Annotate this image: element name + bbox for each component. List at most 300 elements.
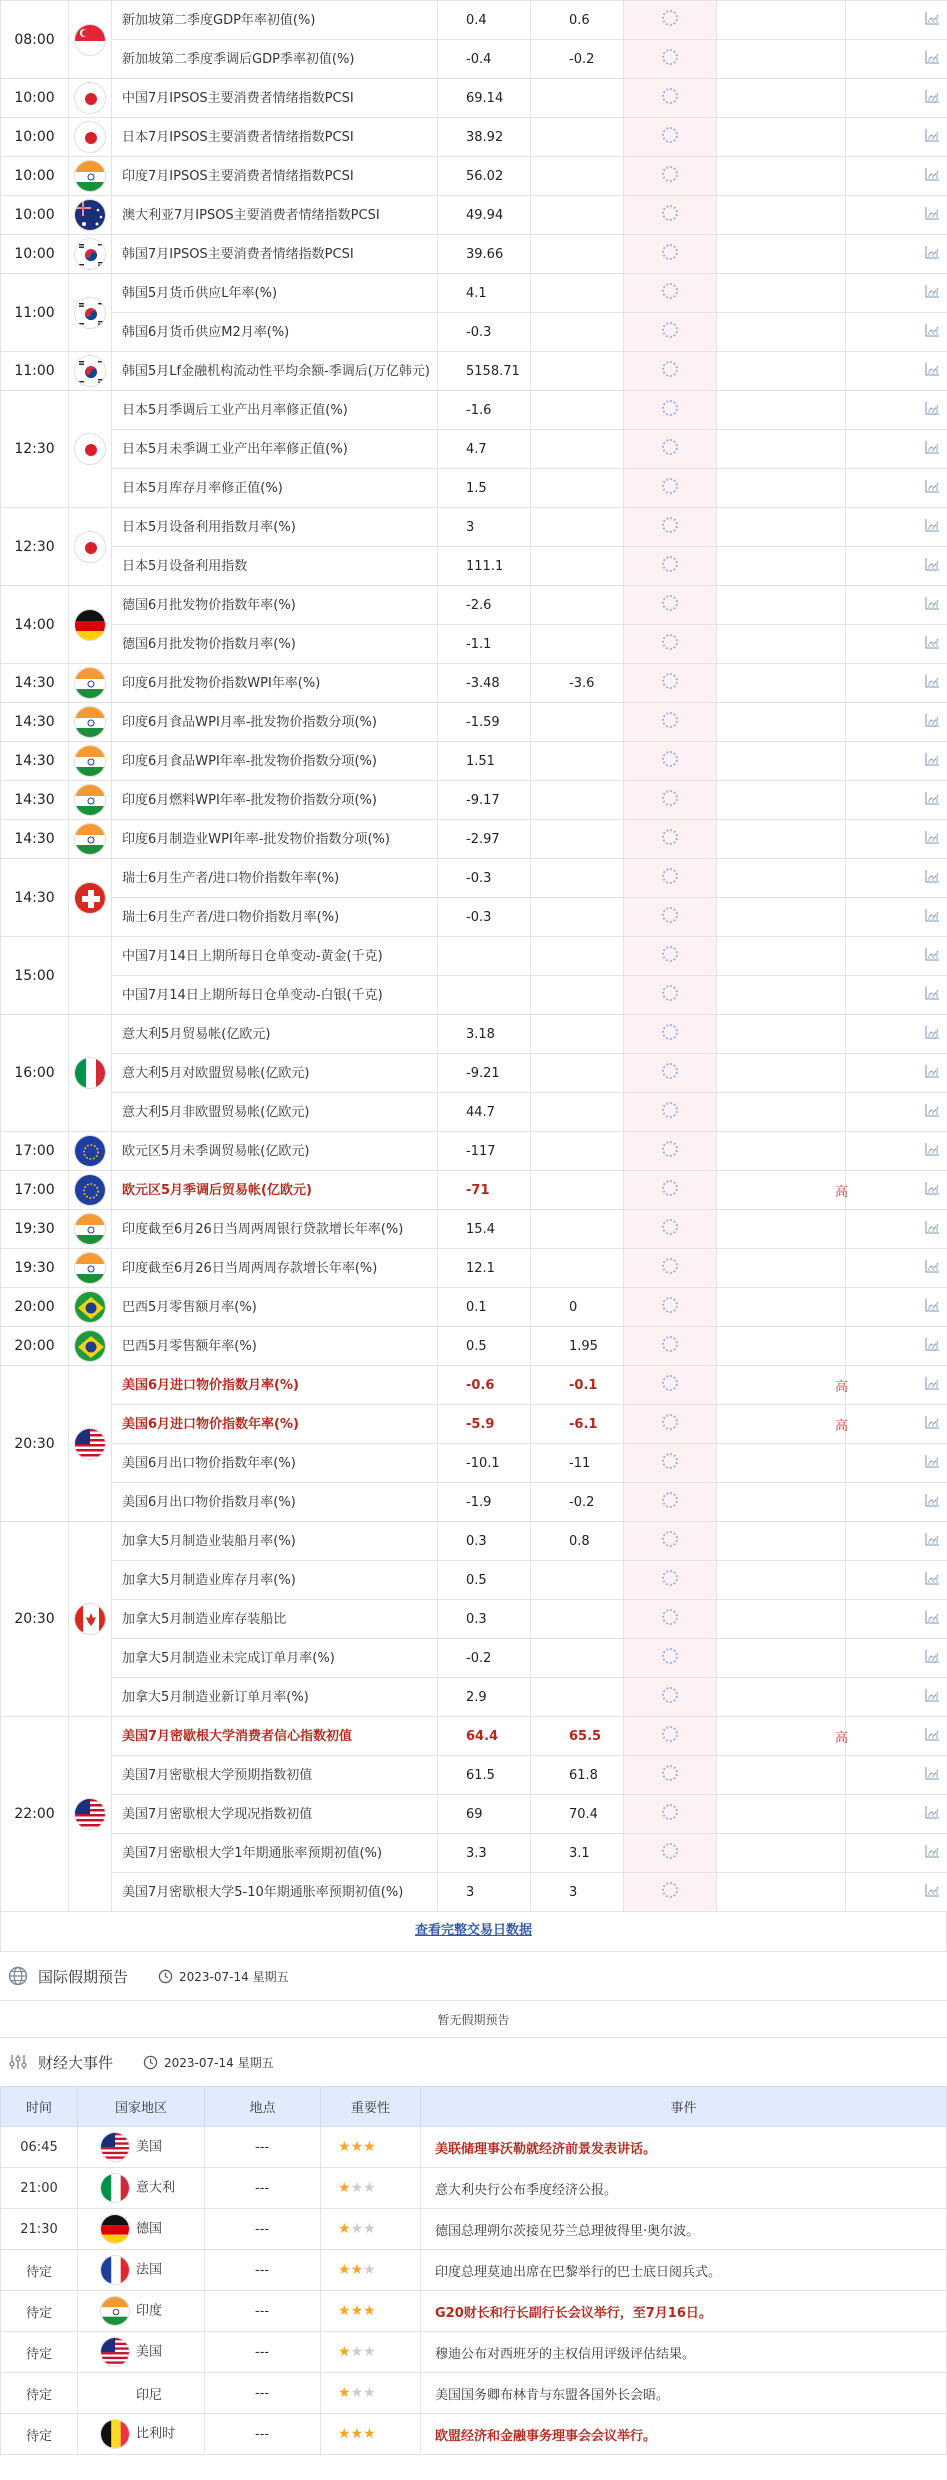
- star-icon: ★: [338, 2426, 351, 2442]
- forecast-value: 0.8: [531, 1522, 624, 1561]
- event-row: [1, 2168, 947, 2209]
- chart-icon[interactable]: [925, 1730, 940, 1745]
- previous-value: -0.2: [438, 1639, 531, 1678]
- row-time: 14:30: [1, 781, 69, 820]
- loading-spinner-icon: [662, 1180, 678, 1196]
- data-row: [1, 898, 947, 937]
- indicator-name[interactable]: 印度6月制造业WPI年率-批发物价指数分项(%): [112, 820, 438, 859]
- actual-value-cell: [624, 1093, 717, 1132]
- actual-value-cell: [624, 1288, 717, 1327]
- row-time: 14:30: [1, 859, 69, 937]
- importance-label: [717, 625, 846, 664]
- forecast-value: -11: [531, 1444, 624, 1483]
- chart-icon[interactable]: [925, 1379, 940, 1394]
- indicator-name[interactable]: 美国6月进口物价指数月率(%): [112, 1366, 438, 1405]
- col-time: 时间: [1, 2087, 78, 2127]
- star-icon: ★: [338, 2180, 351, 2196]
- importance-label: [717, 937, 846, 976]
- chart-icon[interactable]: [925, 287, 940, 302]
- data-row: [1, 313, 947, 352]
- forecast-value: 3: [531, 1873, 624, 1912]
- data-row: [1, 40, 947, 79]
- loading-spinner-icon: [662, 478, 678, 494]
- event-row: [1, 2127, 947, 2168]
- actual-value-cell: [624, 1717, 717, 1756]
- actual-value-cell: [624, 781, 717, 820]
- holiday-notice: 暂无假期预告: [0, 2000, 947, 2038]
- star-icon: ★: [350, 2221, 364, 2237]
- col-event: 事件: [421, 2087, 947, 2127]
- star-icon: ★: [363, 2385, 376, 2401]
- chart-icon[interactable]: [925, 1145, 940, 1160]
- indicator-name[interactable]: 意大利5月非欧盟贸易帐(亿欧元): [112, 1093, 438, 1132]
- indicator-name[interactable]: 印度6月食品WPI年率-批发物价指数分项(%): [112, 742, 438, 781]
- importance-label: [717, 1327, 846, 1366]
- indicator-name[interactable]: 中国7月14日上期所每日仓单变动-白银(千克): [112, 976, 438, 1015]
- previous-value: -0.3: [438, 313, 531, 352]
- forecast-value: [531, 898, 624, 937]
- event-importance: [321, 2373, 421, 2414]
- br-flag-icon: [74, 1291, 106, 1323]
- chart-icon[interactable]: [925, 950, 940, 965]
- indicator-name[interactable]: 加拿大5月制造业装船月率(%): [112, 1522, 438, 1561]
- country-flag-cell: [69, 352, 112, 391]
- indicator-name[interactable]: 日本7月IPSOS主要消费者情绪指数PCSI: [112, 118, 438, 157]
- indicator-name[interactable]: 瑞士6月生产者/进口物价指数年率(%): [112, 859, 438, 898]
- indicator-name[interactable]: 澳大利亚7月IPSOS主要消费者情绪指数PCSI: [112, 196, 438, 235]
- importance-label: [717, 1, 846, 40]
- forecast-value: [531, 79, 624, 118]
- forecast-value: 65.5: [531, 1717, 624, 1756]
- country-flag-cell: [69, 859, 112, 937]
- indicator-name[interactable]: 印度6月批发物价指数WPI年率(%): [112, 664, 438, 703]
- chart-icon[interactable]: [925, 1457, 940, 1472]
- country-flag-cell: [69, 1132, 112, 1171]
- star-icon: ★: [338, 2139, 351, 2155]
- event-country-cell: [78, 2332, 205, 2373]
- event-description[interactable]: 美国国务卿布林肯与东盟各国外长会晤。: [421, 2373, 947, 2414]
- forecast-value: 61.8: [531, 1756, 624, 1795]
- indicator-name[interactable]: 加拿大5月制造业未完成订单月率(%): [112, 1639, 438, 1678]
- star-icon: ★: [363, 2139, 376, 2155]
- forecast-value: [531, 703, 624, 742]
- chart-icon[interactable]: [925, 677, 940, 692]
- analysis-cell: [846, 1210, 947, 1249]
- us-flag-icon: [74, 1428, 106, 1460]
- data-row: [1, 1873, 947, 1912]
- indicator-name[interactable]: 韩国5月Lf金融机构流动性平均余额-季调后(万亿韩元): [112, 352, 438, 391]
- chart-icon[interactable]: [925, 872, 940, 887]
- chart-icon[interactable]: [925, 794, 940, 809]
- event-place: ---: [205, 2291, 321, 2332]
- chart-icon[interactable]: [925, 1028, 940, 1043]
- importance-label: [717, 547, 846, 586]
- actual-value-cell: [624, 625, 717, 664]
- event-place: ---: [205, 2414, 321, 2455]
- previous-value: 3: [438, 1873, 531, 1912]
- chart-icon[interactable]: [925, 1418, 940, 1433]
- previous-value: -2.97: [438, 820, 531, 859]
- indicator-name[interactable]: 瑞士6月生产者/进口物价指数月率(%): [112, 898, 438, 937]
- importance-label: [717, 1522, 846, 1561]
- ca-flag-icon: [74, 1603, 106, 1635]
- clock-icon: [158, 1969, 173, 1984]
- col-country: 国家地区: [78, 2087, 205, 2127]
- indicator-name[interactable]: 美国7月密歇根大学现况指数初值: [112, 1795, 438, 1834]
- indicator-name[interactable]: 欧元区5月未季调贸易帐(亿欧元): [112, 1132, 438, 1171]
- analysis-cell: [846, 1561, 947, 1600]
- country-flag-cell: [69, 157, 112, 196]
- chart-icon[interactable]: [925, 92, 940, 107]
- in-flag-icon: [74, 667, 106, 699]
- importance-label: [717, 586, 846, 625]
- loading-spinner-icon: [662, 1414, 678, 1430]
- chart-icon[interactable]: [925, 755, 940, 770]
- chart-icon[interactable]: [925, 209, 940, 224]
- row-time: 17:00: [1, 1171, 69, 1210]
- event-country: 美国: [136, 2344, 163, 2360]
- data-row: [1, 508, 947, 547]
- indicator-name[interactable]: 美国6月进口物价指数年率(%): [112, 1405, 438, 1444]
- indicator-name[interactable]: 美国7月密歇根大学预期指数初值: [112, 1756, 438, 1795]
- loading-spinner-icon: [662, 1804, 678, 1820]
- event-description[interactable]: 欧盟经济和金融事务理事会会议举行。: [421, 2414, 947, 2455]
- be-flag-icon: [100, 2419, 130, 2449]
- data-row: [1, 547, 947, 586]
- actual-value-cell: [624, 1795, 717, 1834]
- chart-icon[interactable]: [925, 365, 940, 380]
- cn-flag-icon: [74, 82, 106, 114]
- actual-value-cell: [624, 1561, 717, 1600]
- indicator-name[interactable]: 日本5月设备利用指数: [112, 547, 438, 586]
- chart-icon[interactable]: [925, 1496, 940, 1511]
- event-importance: [321, 2291, 421, 2332]
- importance-label: [717, 1795, 846, 1834]
- chart-icon[interactable]: [925, 1808, 940, 1823]
- chart-icon[interactable]: [925, 1769, 940, 1784]
- event-country-cell: [78, 2414, 205, 2455]
- view-full-data-link[interactable]: 查看完整交易日数据: [414, 1923, 532, 1938]
- star-icon: ★: [350, 2262, 364, 2278]
- indicator-name[interactable]: 印度截至6月26日当周两周银行贷款增长年率(%): [112, 1210, 438, 1249]
- forecast-value: 0: [531, 1288, 624, 1327]
- chart-icon[interactable]: [925, 53, 940, 68]
- loading-spinner-icon: [662, 322, 678, 338]
- loading-spinner-icon: [662, 1219, 678, 1235]
- chart-icon[interactable]: [925, 1262, 940, 1277]
- chart-icon[interactable]: [925, 1613, 940, 1628]
- chart-icon[interactable]: [925, 1847, 940, 1862]
- importance-label: [717, 1015, 846, 1054]
- event-place: ---: [205, 2332, 321, 2373]
- indicator-name[interactable]: 印度7月IPSOS主要消费者情绪指数PCSI: [112, 157, 438, 196]
- chart-icon[interactable]: [925, 170, 940, 185]
- importance-label: [717, 1093, 846, 1132]
- indicator-name[interactable]: 美国7月密歇根大学1年期通胀率预期初值(%): [112, 1834, 438, 1873]
- chart-icon[interactable]: [925, 1106, 940, 1121]
- chart-icon[interactable]: [925, 1184, 940, 1199]
- chart-icon[interactable]: [925, 443, 940, 458]
- indicator-name[interactable]: 日本5月库存月率修正值(%): [112, 469, 438, 508]
- actual-value-cell: [624, 1249, 717, 1288]
- loading-spinner-icon: [662, 127, 678, 143]
- indicator-name[interactable]: 欧元区5月季调后贸易帐(亿欧元): [112, 1171, 438, 1210]
- actual-value-cell: [624, 976, 717, 1015]
- importance-label: [717, 1756, 846, 1795]
- previous-value: 0.1: [438, 1288, 531, 1327]
- indicator-name[interactable]: 加拿大5月制造业新订单月率(%): [112, 1678, 438, 1717]
- actual-value-cell: [624, 430, 717, 469]
- forecast-value: [531, 1093, 624, 1132]
- in-flag-icon: [74, 160, 106, 192]
- analysis-cell: [846, 79, 947, 118]
- importance-label: [717, 40, 846, 79]
- loading-spinner-icon: [662, 595, 678, 611]
- previous-value: 5158.71: [438, 352, 531, 391]
- sg-flag-icon: [74, 24, 106, 56]
- row-time: 11:00: [1, 352, 69, 391]
- chart-icon[interactable]: [925, 1652, 940, 1667]
- importance-label: [717, 157, 846, 196]
- analysis-cell: [846, 1249, 947, 1288]
- actual-value-cell: [624, 937, 717, 976]
- data-row: [1, 1678, 947, 1717]
- loading-spinner-icon: [662, 1102, 678, 1118]
- event-description[interactable]: 意大利央行公布季度经济公报。: [421, 2168, 947, 2209]
- analysis-cell: [846, 157, 947, 196]
- event-description[interactable]: 穆迪公布对西班牙的主权信用评级评估结果。: [421, 2332, 947, 2373]
- indicator-name[interactable]: 韩国5月货币供应L年率(%): [112, 274, 438, 313]
- country-flag-cell: [69, 1171, 112, 1210]
- importance-label: 高: [717, 1171, 846, 1210]
- indicator-name[interactable]: 加拿大5月制造业库存装船比: [112, 1600, 438, 1639]
- importance-label: 高: [717, 1717, 846, 1756]
- country-flag-cell: [69, 781, 112, 820]
- previous-value: 0.5: [438, 1561, 531, 1600]
- indicator-name[interactable]: 日本5月未季调工业产出年率修正值(%): [112, 430, 438, 469]
- chart-icon[interactable]: [925, 1340, 940, 1355]
- row-time: 12:30: [1, 391, 69, 508]
- chart-icon[interactable]: [925, 131, 940, 146]
- indicator-name[interactable]: 印度截至6月26日当周两周存款增长年率(%): [112, 1249, 438, 1288]
- importance-label: [717, 274, 846, 313]
- indicator-name[interactable]: 德国6月批发物价指数年率(%): [112, 586, 438, 625]
- indicator-name[interactable]: 德国6月批发物价指数月率(%): [112, 625, 438, 664]
- event-importance: [321, 2414, 421, 2455]
- chart-icon[interactable]: [925, 326, 940, 341]
- loading-spinner-icon: [662, 868, 678, 884]
- chart-icon[interactable]: [925, 1301, 940, 1316]
- data-row: [1, 664, 947, 703]
- chart-icon[interactable]: [925, 1223, 940, 1238]
- indicator-name[interactable]: 中国7月IPSOS主要消费者情绪指数PCSI: [112, 79, 438, 118]
- chart-icon[interactable]: [925, 482, 940, 497]
- indicator-name[interactable]: 意大利5月贸易帐(亿欧元): [112, 1015, 438, 1054]
- forecast-value: -6.1: [531, 1405, 624, 1444]
- indicator-name[interactable]: 加拿大5月制造业库存月率(%): [112, 1561, 438, 1600]
- previous-value: -0.6: [438, 1366, 531, 1405]
- event-description[interactable]: 印度总理莫迪出席在巴黎举行的巴士底日阅兵式。: [421, 2250, 947, 2291]
- loading-spinner-icon: [662, 10, 678, 26]
- event-country-cell: [78, 2373, 205, 2414]
- analysis-cell: [846, 820, 947, 859]
- event-row: [1, 2373, 947, 2414]
- country-flag-cell: [69, 937, 112, 1015]
- data-row: [1, 469, 947, 508]
- actual-value-cell: [624, 1, 717, 40]
- chart-icon[interactable]: [925, 989, 940, 1004]
- chart-icon[interactable]: [925, 404, 940, 419]
- indicator-name[interactable]: 日本5月季调后工业产出月率修正值(%): [112, 391, 438, 430]
- forecast-value: 3.1: [531, 1834, 624, 1873]
- row-time: 15:00: [1, 937, 69, 1015]
- data-row: [1, 1405, 947, 1444]
- indicator-name[interactable]: 印度6月食品WPI月率-批发物价指数分项(%): [112, 703, 438, 742]
- forecast-value: [531, 781, 624, 820]
- loading-spinner-icon: [662, 673, 678, 689]
- holiday-date: 2023-07-14 星期五: [179, 1969, 289, 1984]
- chart-icon[interactable]: [925, 248, 940, 263]
- analysis-cell: [846, 1093, 947, 1132]
- kr-flag-icon: [74, 355, 106, 387]
- country-flag-cell: [69, 118, 112, 157]
- country-flag-cell: [69, 274, 112, 352]
- star-icon: ★: [363, 2262, 376, 2278]
- chart-icon[interactable]: [925, 1067, 940, 1082]
- importance-label: [717, 391, 846, 430]
- actual-value-cell: [624, 274, 717, 313]
- previous-value: -2.6: [438, 586, 531, 625]
- data-row: [1, 1561, 947, 1600]
- row-time: 14:30: [1, 742, 69, 781]
- indicator-name[interactable]: 日本5月设备利用指数月率(%): [112, 508, 438, 547]
- event-country: 比利时: [136, 2426, 176, 2442]
- indicator-name[interactable]: 韩国7月IPSOS主要消费者情绪指数PCSI: [112, 235, 438, 274]
- br-flag-icon: [74, 1330, 106, 1362]
- analysis-cell: [846, 118, 947, 157]
- importance-label: [717, 820, 846, 859]
- holiday-header: [0, 1952, 947, 2000]
- loading-spinner-icon: [662, 49, 678, 65]
- actual-value-cell: [624, 1483, 717, 1522]
- forecast-value: [531, 1054, 624, 1093]
- loading-spinner-icon: [662, 400, 678, 416]
- chart-icon[interactable]: [925, 716, 940, 731]
- chart-icon[interactable]: [925, 560, 940, 575]
- indicator-name[interactable]: 美国7月密歇根大学5-10年期通胀率预期初值(%): [112, 1873, 438, 1912]
- chart-icon[interactable]: [925, 833, 940, 848]
- indicator-name[interactable]: 意大利5月对欧盟贸易帐(亿欧元): [112, 1054, 438, 1093]
- previous-value: 56.02: [438, 157, 531, 196]
- forecast-value: [531, 937, 624, 976]
- previous-value: [438, 937, 531, 976]
- event-description[interactable]: 美联储理事沃勒就经济前景发表讲话。: [421, 2127, 947, 2168]
- event-description[interactable]: 德国总理朔尔茨接见芬兰总理彼得里·奥尔波。: [421, 2209, 947, 2250]
- analysis-cell: [846, 352, 947, 391]
- loading-spinner-icon: [662, 1141, 678, 1157]
- analysis-cell: [846, 1171, 947, 1210]
- chart-icon[interactable]: [925, 911, 940, 926]
- row-time: 14:30: [1, 703, 69, 742]
- indicator-name[interactable]: 新加坡第二季度季调后GDP季率初值(%): [112, 40, 438, 79]
- loading-spinner-icon: [662, 1726, 678, 1742]
- row-time: 20:30: [1, 1522, 69, 1717]
- chart-icon[interactable]: [925, 14, 940, 29]
- de-flag-icon: [100, 2214, 130, 2244]
- indicator-name[interactable]: 美国6月出口物价指数月率(%): [112, 1483, 438, 1522]
- events-date: 2023-07-14 星期五: [164, 2055, 274, 2070]
- indicator-name[interactable]: 新加坡第二季度GDP年率初值(%): [112, 1, 438, 40]
- chart-icon[interactable]: [925, 1535, 940, 1550]
- loading-spinner-icon: [662, 1531, 678, 1547]
- data-row: [1, 1015, 947, 1054]
- previous-value: 69: [438, 1795, 531, 1834]
- row-time: 20:00: [1, 1288, 69, 1327]
- star-icon: ★: [363, 2221, 376, 2237]
- forecast-value: 70.4: [531, 1795, 624, 1834]
- indicator-name[interactable]: 美国7月密歇根大学消费者信心指数初值: [112, 1717, 438, 1756]
- chart-icon[interactable]: [925, 1691, 940, 1706]
- indicator-name[interactable]: 韩国6月货币供应M2月率(%): [112, 313, 438, 352]
- chart-icon[interactable]: [925, 1574, 940, 1589]
- event-country-cell: [78, 2291, 205, 2332]
- indicator-name[interactable]: 印度6月燃料WPI年率-批发物价指数分项(%): [112, 781, 438, 820]
- indicator-name[interactable]: 巴西5月零售额月率(%): [112, 1288, 438, 1327]
- importance-label: [717, 1639, 846, 1678]
- importance-label: [717, 1210, 846, 1249]
- data-row: [1, 1093, 947, 1132]
- data-row: [1, 274, 947, 313]
- row-time: 10:00: [1, 79, 69, 118]
- loading-spinner-icon: [662, 985, 678, 1001]
- indicator-name[interactable]: 美国6月出口物价指数年率(%): [112, 1444, 438, 1483]
- chart-icon[interactable]: [925, 1886, 940, 1901]
- analysis-cell: [846, 391, 947, 430]
- importance-label: [717, 1288, 846, 1327]
- actual-value-cell: [624, 1405, 717, 1444]
- actual-value-cell: [624, 235, 717, 274]
- fr-flag-icon: [100, 2255, 130, 2285]
- previous-value: 0.5: [438, 1327, 531, 1366]
- in-flag-icon: [74, 1213, 106, 1245]
- previous-value: 1.5: [438, 469, 531, 508]
- chart-icon[interactable]: [925, 638, 940, 653]
- previous-value: -1.6: [438, 391, 531, 430]
- country-flag-cell: [69, 1717, 112, 1912]
- loading-spinner-icon: [662, 1570, 678, 1586]
- previous-value: 4.7: [438, 430, 531, 469]
- indicator-name[interactable]: 中国7月14日上期所每日仓单变动-黄金(千克): [112, 937, 438, 976]
- indicator-name[interactable]: 巴西5月零售额年率(%): [112, 1327, 438, 1366]
- au-flag-icon: [74, 199, 106, 231]
- forecast-value: [531, 1210, 624, 1249]
- in-flag-icon: [100, 2296, 130, 2326]
- country-flag-cell: [69, 1015, 112, 1132]
- analysis-cell: [846, 274, 947, 313]
- importance-label: 高: [717, 1366, 846, 1405]
- country-flag-cell: [69, 1, 112, 79]
- forecast-value: [531, 625, 624, 664]
- actual-value-cell: [624, 1873, 717, 1912]
- loading-spinner-icon: [662, 556, 678, 572]
- country-flag-cell: [69, 1327, 112, 1366]
- chart-icon[interactable]: [925, 521, 940, 536]
- analysis-cell: [846, 1600, 947, 1639]
- previous-value: 64.4: [438, 1717, 531, 1756]
- chart-icon[interactable]: [925, 599, 940, 614]
- event-description[interactable]: G20财长和行长副行长会议举行，至7月16日。: [421, 2291, 947, 2332]
- previous-value: 3: [438, 508, 531, 547]
